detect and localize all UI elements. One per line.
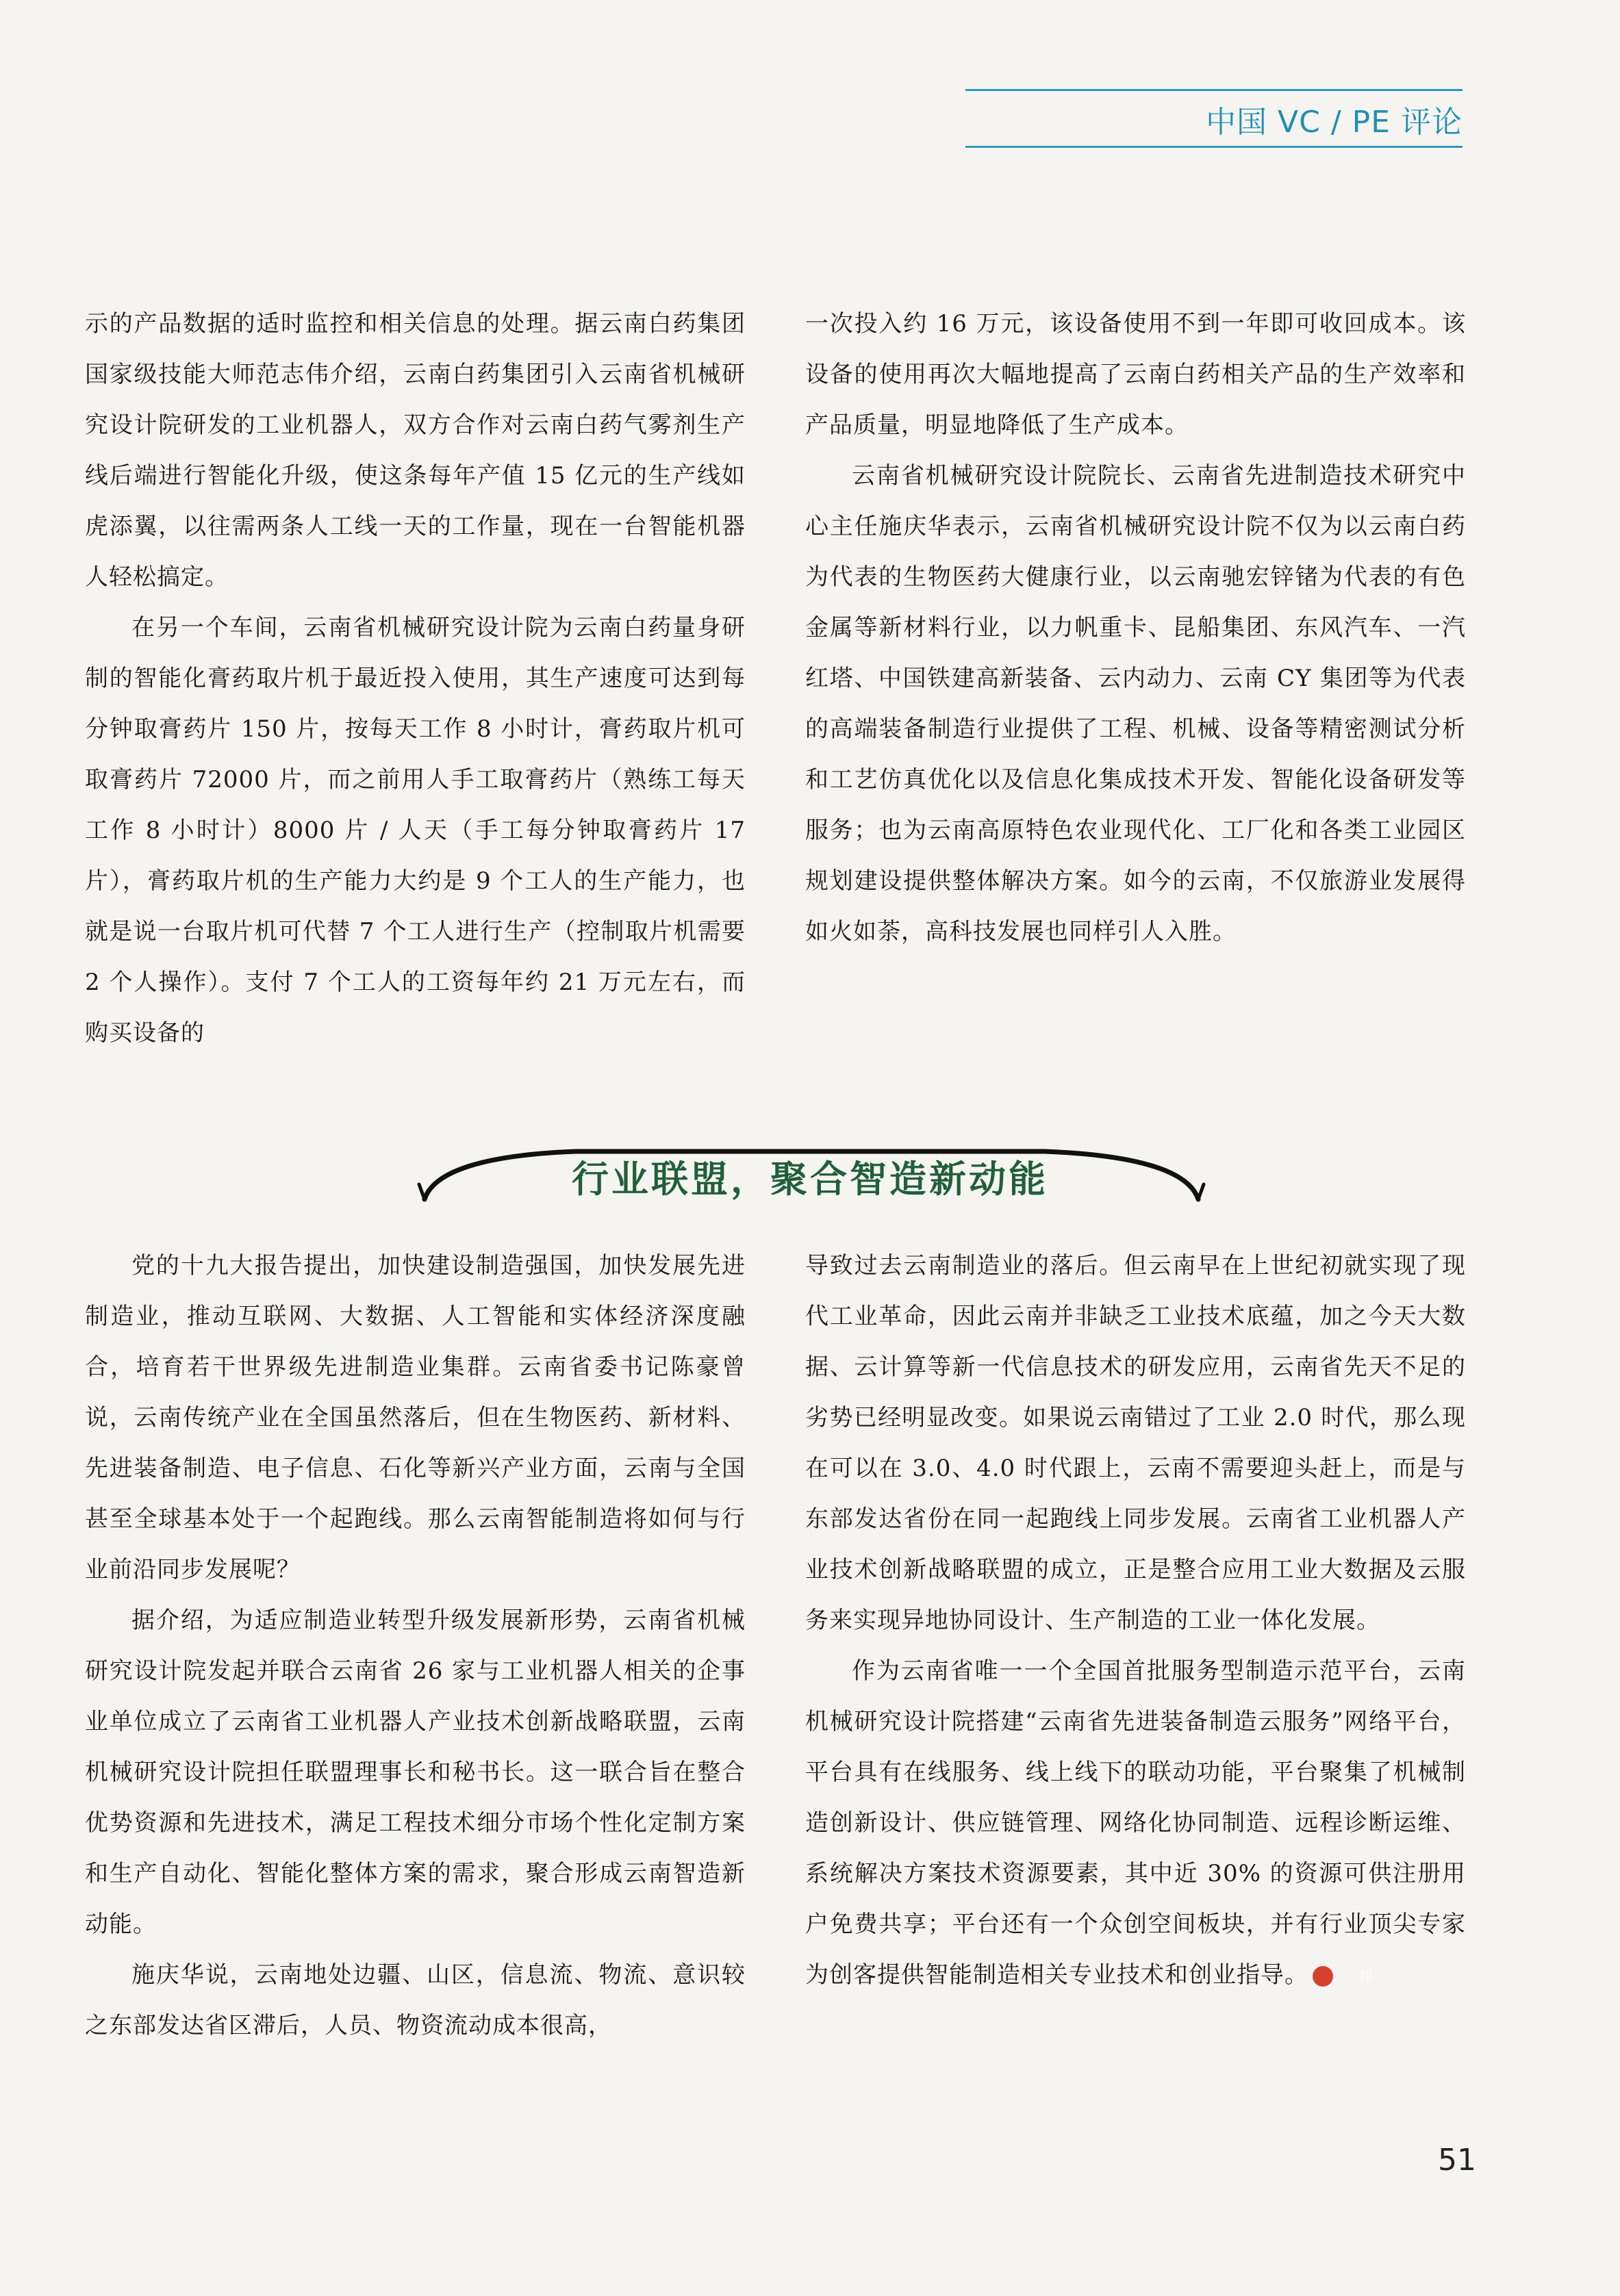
header-rule-top bbox=[965, 89, 1463, 91]
bottom-left-column bbox=[85, 1240, 746, 2051]
magazine-header-title: 中国 VC / PE 评论 bbox=[1206, 105, 1463, 140]
paragraph: 在另一个车间，云南省机械研究设计院为云南白药量身研制的智能化膏药取片机于最近投入使用，其生产速度可达到每分钟取膏药片 150 片，按每天工作 8 小时计，膏药取片机可取膏药片 72000 片，而之前用人手工取膏药片（熟练工每天工作 8 小时计）8000 片 / 人天（手工每分钟取膏药片 17 片），膏药取片机的生产能力大约是 9 个工人的生产能力，也就是说一台取片机可代替 7 个工人进行生产（控制取片机需要 2 个人操作）。支付 7 个工人的工资每年约 21 万元左右，而购买设备的 bbox=[85, 614, 746, 1047]
top-left-column bbox=[85, 298, 746, 1058]
paragraph: 一次投入约 16 万元，该设备使用不到一年即可收回成本。该设备的使用再次大幅地提高了云南白药相关产品的生产效率和产品质量，明显地降低了生产成本。 bbox=[805, 310, 1466, 439]
paragraph: 云南省机械研究设计院院长、云南省先进制造技术研究中心主任施庆华表示，云南省机械研究设计院不仅为以云南白药为代表的生物医药大健康行业，以云南驰宏锌锗为代表的有色金属等新材料行业，以力帆重卡、昆船集团、东风汽车、一汽红塔、中国铁建高新装备、云内动力、云南 CY 集团等为代表的高端装备制造行业提供了工程、机械、设备等精密测试分析和工艺仿真优化以及信息化集成技术开发、智能化设备研发等服务；也为云南高原特色农业现代化、工厂化和各类工业园区规划建设提供整体解决方案。如今的云南，不仅旅游业发展得如火如荼，高科技发展也同样引人入胜。 bbox=[805, 462, 1466, 945]
header-rule-bottom bbox=[965, 146, 1463, 148]
paragraph: 示的产品数据的适时监控和相关信息的处理。据云南白药集团国家级技能大师范志伟介绍，云南白药集团引入云南省机械研究设计院研发的工业机器人，双方合作对云南白药气雾剂生产线后端进行智能化升级，使这条每年产值 15 亿元的生产线如虎添翼，以往需两条人工线一天的工作量，现在一台智能机器人轻松搞定。 bbox=[85, 310, 746, 591]
bottom-right-column bbox=[805, 1240, 1466, 2000]
section-heading bbox=[411, 1136, 1209, 1212]
paragraph-final bbox=[805, 1646, 1466, 2000]
section-title: 行业联盟，聚合智造新动能 bbox=[572, 1158, 1048, 1201]
paragraph: 施庆华说，云南地处边疆、山区，信息流、物流、意识较之东部发达省区滞后，人员、物资流动成本很高， bbox=[85, 1961, 746, 2039]
article-end-mark-icon: 评 bbox=[1313, 1966, 1333, 1987]
paragraph: 导致过去云南制造业的落后。但云南早在上世纪初就实现了现代工业革命，因此云南并非缺乏工业技术底蕴，加之今天大数据、云计算等新一代信息技术的研发应用，云南省先天不足的劣势已经明显改变。如果说云南错过了工业 2.0 时代，那么现在可以在 3.0、4.0 时代跟上，云南不需要迎头赶上，而是与东部发达省份在同一起跑线上同步发展。云南省工业机器人产业技术创新战略联盟的成立，正是整合应用工业大数据及云服务来实现异地协同设计、生产制造的工业一体化发展。 bbox=[805, 1252, 1466, 1634]
top-right-column bbox=[805, 298, 1466, 957]
paragraph-text: 作为云南省唯一一个全国首批服务型制造示范平台，云南机械研究设计院搭建“云南省先进装备制造云服务”网络平台，平台具有在线服务、线上线下的联动功能，平台聚集了机械制造创新设计、供应链管理、网络化协同制造、远程诊断运维、系统解决方案技术资源要素，其中近 30% 的资源可供注册用户免费共享；平台还有一个众创空间板块，并有行业顶尖专家为创客提供智能制造相关专业技术和创业指导。 bbox=[805, 1657, 1466, 1989]
paragraph: 据介绍，为适应制造业转型升级发展新形势，云南省机械研究设计院发起并联合云南省 26 家与工业机器人相关的企事业单位成立了云南省工业机器人产业技术创新战略联盟，云南机械研究设计院担任联盟理事长和秘书长。这一联合旨在整合优势资源和先进技术，满足工程技术细分市场个性化定制方案和生产自动化、智能化整体方案的需求，聚合形成云南智造新动能。 bbox=[85, 1607, 746, 1938]
page-number: 51 bbox=[1438, 2143, 1476, 2178]
paragraph: 党的十九大报告提出，加快建设制造强国，加快发展先进制造业，推动互联网、大数据、人工智能和实体经济深度融合，培育若干世界级先进制造业集群。云南省委书记陈豪曾说，云南传统产业在全国虽然落后，但在生物医药、新材料、先进装备制造、电子信息、石化等新兴产业方面，云南与全国甚至全球基本处于一个起跑线。那么云南智能制造将如何与行业前沿同步发展呢？ bbox=[85, 1252, 746, 1583]
